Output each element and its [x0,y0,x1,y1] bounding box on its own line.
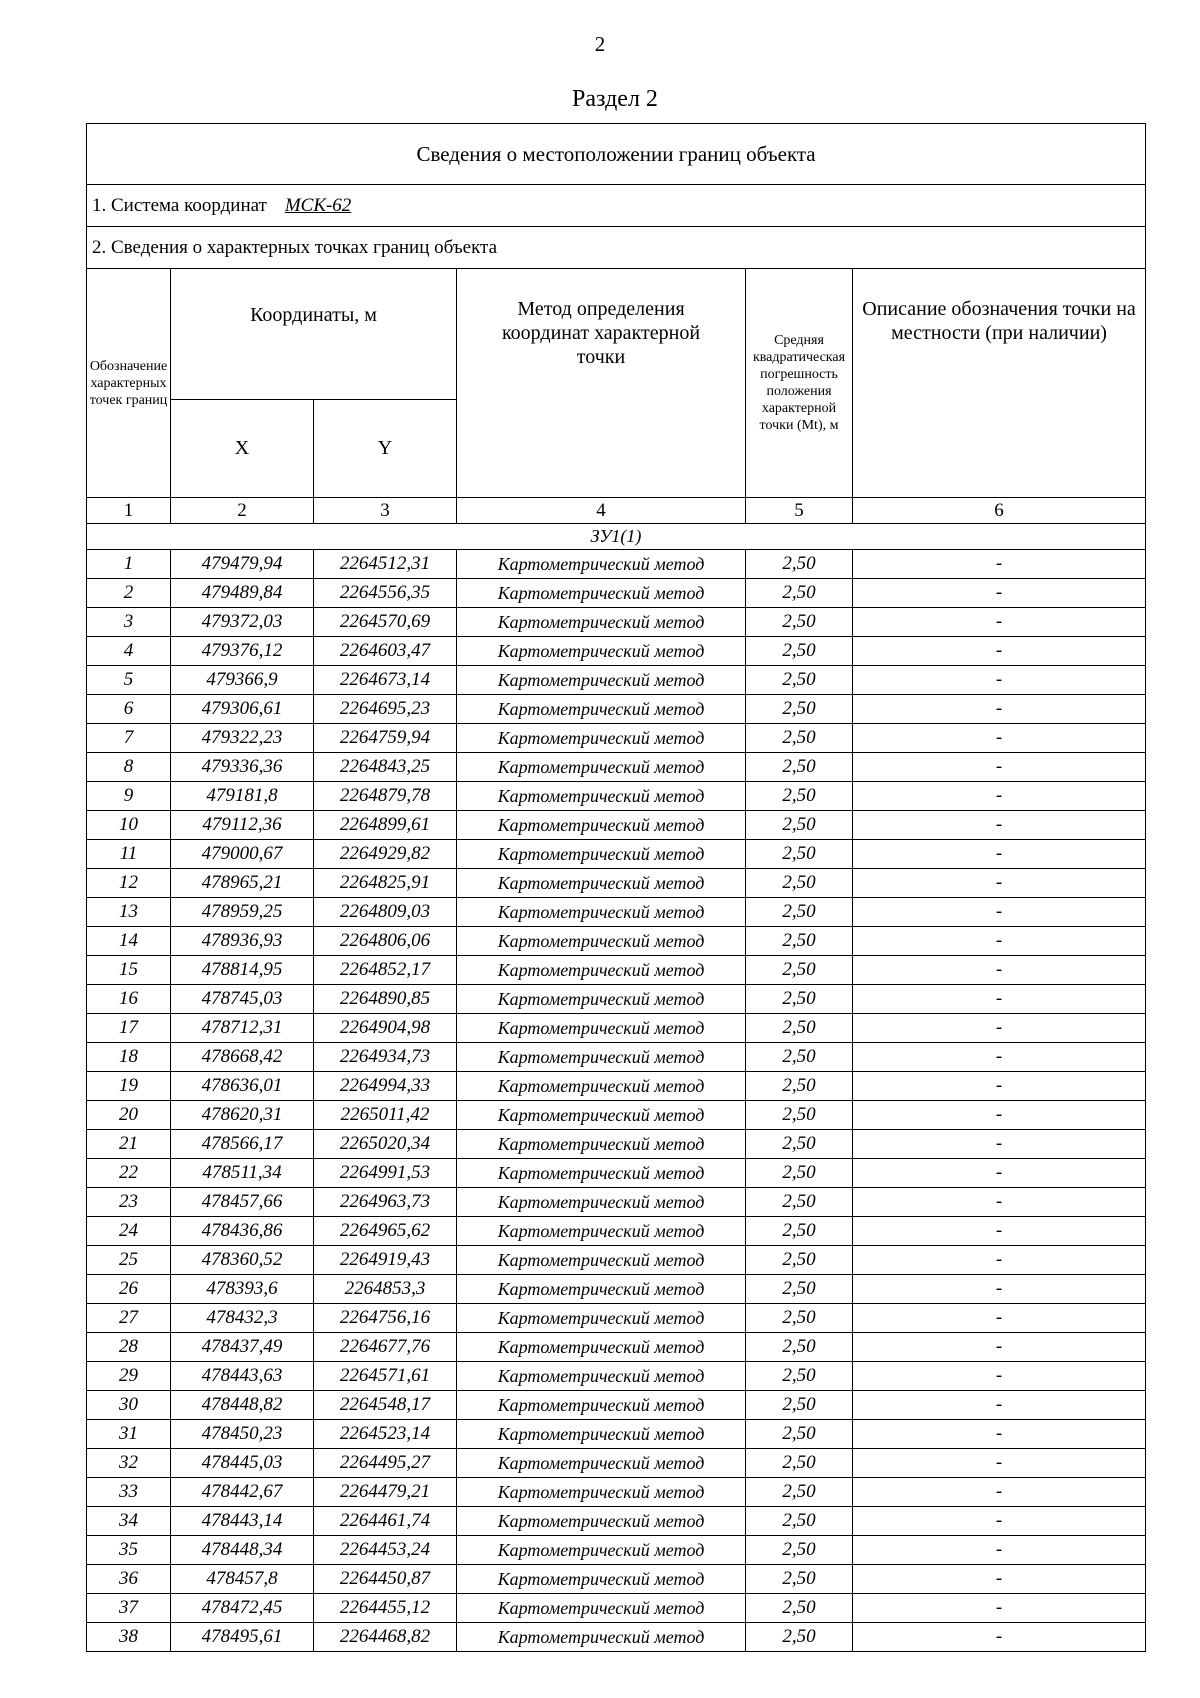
accuracy-cell: 2,50 [746,1043,853,1072]
accuracy-cell: 2,50 [746,898,853,927]
accuracy-cell: 2,50 [746,1014,853,1043]
page-number: 2 [594,32,606,56]
coordinate-y: 2264677,76 [314,1333,457,1362]
coordinate-system-value: МСК-62 [284,194,352,216]
column-number: 1 [87,498,171,524]
coordinate-x: 478620,31 [171,1101,314,1130]
coordinate-y: 2264479,21 [314,1478,457,1507]
accuracy-cell: 2,50 [746,1304,853,1333]
point-number: 10 [87,811,171,840]
description-cell: - [853,1478,1146,1507]
accuracy-cell: 2,50 [746,637,853,666]
coordinate-x: 478668,42 [171,1043,314,1072]
header-y: Y [314,400,457,498]
description-cell: - [853,782,1146,811]
accuracy-cell: 2,50 [746,1333,853,1362]
method-cell: Картометрический метод [457,840,746,869]
header-description: Описание обозначения точки на местности (при наличии) [853,269,1146,498]
table-row [87,811,1146,840]
coordinate-x: 478445,03 [171,1449,314,1478]
accuracy-cell: 2,50 [746,608,853,637]
point-number: 17 [87,1014,171,1043]
description-cell: - [853,1246,1146,1275]
point-number: 20 [87,1101,171,1130]
description-cell: - [853,637,1146,666]
coordinate-x: 478936,93 [171,927,314,956]
coordinate-y: 2264756,16 [314,1304,457,1333]
point-number: 11 [87,840,171,869]
point-number: 12 [87,869,171,898]
accuracy-cell: 2,50 [746,1391,853,1420]
method-cell: Картометрический метод [457,1507,746,1536]
coordinate-y: 2264523,14 [314,1420,457,1449]
description-cell: - [853,927,1146,956]
coordinate-x: 479000,67 [171,840,314,869]
point-number: 3 [87,608,171,637]
accuracy-cell: 2,50 [746,1072,853,1101]
table-row [87,1623,1146,1652]
description-cell: - [853,1217,1146,1246]
coordinate-x: 479181,8 [171,782,314,811]
coordinate-x: 479112,36 [171,811,314,840]
description-cell: - [853,1101,1146,1130]
table-row [87,840,1146,869]
accuracy-cell: 2,50 [746,1101,853,1130]
method-cell: Картометрический метод [457,1536,746,1565]
method-cell: Картометрический метод [457,898,746,927]
method-cell: Картометрический метод [457,1188,746,1217]
column-number: 5 [746,498,853,524]
table-row [87,956,1146,985]
coordinate-x: 478442,67 [171,1478,314,1507]
coordinate-x: 478443,63 [171,1362,314,1391]
accuracy-cell: 2,50 [746,1623,853,1652]
point-number: 13 [87,898,171,927]
accuracy-cell: 2,50 [746,1188,853,1217]
accuracy-cell: 2,50 [746,782,853,811]
accuracy-cell: 2,50 [746,811,853,840]
accuracy-cell: 2,50 [746,1507,853,1536]
coordinate-x: 479366,9 [171,666,314,695]
coordinate-x: 478448,34 [171,1536,314,1565]
coordinate-y: 2264994,33 [314,1072,457,1101]
coordinate-x: 478495,61 [171,1623,314,1652]
accuracy-cell: 2,50 [746,1159,853,1188]
point-number: 29 [87,1362,171,1391]
accuracy-cell: 2,50 [746,927,853,956]
point-number: 37 [87,1594,171,1623]
accuracy-cell: 2,50 [746,840,853,869]
point-number: 8 [87,753,171,782]
method-cell: Картометрический метод [457,1072,746,1101]
point-number: 19 [87,1072,171,1101]
method-cell: Картометрический метод [457,956,746,985]
table-row [87,1420,1146,1449]
table-row [87,1333,1146,1362]
column-number: 4 [457,498,746,524]
description-cell: - [853,550,1146,579]
description-cell: - [853,985,1146,1014]
point-number: 23 [87,1188,171,1217]
method-cell: Картометрический метод [457,1130,746,1159]
method-cell: Картометрический метод [457,811,746,840]
coordinate-x: 478814,95 [171,956,314,985]
description-cell: - [853,1391,1146,1420]
description-cell: - [853,840,1146,869]
description-cell: - [853,666,1146,695]
point-number: 31 [87,1420,171,1449]
coordinate-x: 478393,6 [171,1275,314,1304]
table-row [87,1449,1146,1478]
coordinate-y: 2264919,43 [314,1246,457,1275]
method-cell: Картометрический метод [457,1449,746,1478]
coordinate-x: 478636,01 [171,1072,314,1101]
coordinate-y: 2264461,74 [314,1507,457,1536]
table-row [87,1304,1146,1333]
coordinate-x: 479479,94 [171,550,314,579]
method-cell: Картометрический метод [457,1014,746,1043]
accuracy-cell: 2,50 [746,666,853,695]
method-cell: Картометрический метод [457,1478,746,1507]
coordinate-y: 2264453,24 [314,1536,457,1565]
point-number: 36 [87,1565,171,1594]
accuracy-cell: 2,50 [746,985,853,1014]
method-cell: Картометрический метод [457,927,746,956]
accuracy-cell: 2,50 [746,1536,853,1565]
coordinate-y: 2264965,62 [314,1217,457,1246]
point-number: 30 [87,1391,171,1420]
point-number: 25 [87,1246,171,1275]
coordinate-y: 2264825,91 [314,869,457,898]
coordinate-x: 479372,03 [171,608,314,637]
method-cell: Картометрический метод [457,1159,746,1188]
method-cell: Картометрический метод [457,1101,746,1130]
description-cell: - [853,956,1146,985]
accuracy-cell: 2,50 [746,550,853,579]
accuracy-cell: 2,50 [746,1246,853,1275]
accuracy-cell: 2,50 [746,1478,853,1507]
coordinate-y: 2264852,17 [314,956,457,985]
coordinate-x: 478443,14 [171,1507,314,1536]
table-row [87,1130,1146,1159]
accuracy-cell: 2,50 [746,579,853,608]
point-number: 34 [87,1507,171,1536]
column-number: 6 [853,498,1146,524]
coordinate-y: 2264571,61 [314,1362,457,1391]
coordinate-y: 2264455,12 [314,1594,457,1623]
coordinate-x: 479336,36 [171,753,314,782]
method-cell: Картометрический метод [457,1304,746,1333]
coordinate-x: 478450,23 [171,1420,314,1449]
table-row [87,695,1146,724]
method-cell: Картометрический метод [457,550,746,579]
method-cell: Картометрический метод [457,579,746,608]
coordinate-y: 2264963,73 [314,1188,457,1217]
point-number: 33 [87,1478,171,1507]
column-number: 3 [314,498,457,524]
coordinate-x: 478457,8 [171,1565,314,1594]
accuracy-cell: 2,50 [746,1362,853,1391]
description-cell: - [853,1536,1146,1565]
header-coordinates: Координаты, м [171,269,457,400]
description-cell: - [853,608,1146,637]
table-row [87,724,1146,753]
table-row [87,1217,1146,1246]
accuracy-cell: 2,50 [746,1275,853,1304]
table-row [87,1565,1146,1594]
coordinate-y: 2264890,85 [314,985,457,1014]
accuracy-cell: 2,50 [746,724,853,753]
table-row [87,1594,1146,1623]
method-cell: Картометрический метод [457,1333,746,1362]
description-cell: - [853,1565,1146,1594]
coordinate-y: 2264556,35 [314,579,457,608]
method-cell: Картометрический метод [457,985,746,1014]
header-x: X [171,400,314,498]
coordinate-system-label: 1. Система координат [92,194,267,216]
coordinate-x: 478959,25 [171,898,314,927]
header-accuracy: Средняя квадратическая погрешность положения характерной точки (Мt), м [746,269,853,498]
table-row [87,1246,1146,1275]
coordinate-y: 2264929,82 [314,840,457,869]
coordinate-y: 2264695,23 [314,695,457,724]
description-cell: - [853,898,1146,927]
accuracy-cell: 2,50 [746,1594,853,1623]
coordinate-y: 2265011,42 [314,1101,457,1130]
description-cell: - [853,811,1146,840]
description-cell: - [853,1594,1146,1623]
method-cell: Картометрический метод [457,869,746,898]
column-number-row [87,498,1146,524]
point-number: 18 [87,1043,171,1072]
table-row [87,1478,1146,1507]
method-cell: Картометрический метод [457,1594,746,1623]
column-number: 2 [171,498,314,524]
table-row [87,1043,1146,1072]
accuracy-cell: 2,50 [746,1420,853,1449]
table-row [87,985,1146,1014]
point-number: 24 [87,1217,171,1246]
table-row [87,1507,1146,1536]
coordinate-y: 2264603,47 [314,637,457,666]
accuracy-cell: 2,50 [746,1449,853,1478]
description-cell: - [853,869,1146,898]
header-method: Метод определения координат характерной точки [457,269,746,498]
point-number: 22 [87,1159,171,1188]
method-cell: Картометрический метод [457,724,746,753]
point-number: 35 [87,1536,171,1565]
description-cell: - [853,1159,1146,1188]
accuracy-cell: 2,50 [746,695,853,724]
coordinate-x: 478745,03 [171,985,314,1014]
zone-label: ЗУ1(1) [87,524,1146,550]
table-row [87,1072,1146,1101]
table-row [87,927,1146,956]
table-row [87,1188,1146,1217]
method-cell: Картометрический метод [457,1217,746,1246]
method-cell: Картометрический метод [457,1043,746,1072]
table-row [87,1391,1146,1420]
method-cell: Картометрический метод [457,782,746,811]
method-cell: Картометрический метод [457,1623,746,1652]
coordinate-y: 2264548,17 [314,1391,457,1420]
coordinate-y: 2264879,78 [314,782,457,811]
point-number: 14 [87,927,171,956]
point-number: 26 [87,1275,171,1304]
coordinate-y: 2264899,61 [314,811,457,840]
accuracy-cell: 2,50 [746,1217,853,1246]
accuracy-cell: 2,50 [746,1565,853,1594]
description-cell: - [853,1362,1146,1391]
description-cell: - [853,1043,1146,1072]
accuracy-cell: 2,50 [746,1130,853,1159]
coordinate-y: 2264843,25 [314,753,457,782]
table-row [87,782,1146,811]
point-number: 27 [87,1304,171,1333]
coordinate-y: 2264468,82 [314,1623,457,1652]
description-cell: - [853,1130,1146,1159]
table-row [87,753,1146,782]
table-row [87,1159,1146,1188]
header-point-designation: Обозначение характерных точек границ [87,269,171,498]
coordinate-y: 2264904,98 [314,1014,457,1043]
coordinate-x: 478436,86 [171,1217,314,1246]
point-number: 5 [87,666,171,695]
accuracy-cell: 2,50 [746,869,853,898]
table-row [87,550,1146,579]
description-cell: - [853,695,1146,724]
coordinate-x: 478437,49 [171,1333,314,1362]
table-row [87,1014,1146,1043]
coordinate-x: 479489,84 [171,579,314,608]
description-cell: - [853,1188,1146,1217]
coordinate-y: 2264806,06 [314,927,457,956]
method-cell: Картометрический метод [457,753,746,782]
table-row [87,579,1146,608]
coordinate-y: 2264450,87 [314,1565,457,1594]
method-cell: Картометрический метод [457,666,746,695]
description-cell: - [853,1449,1146,1478]
section-title: Раздел 2 [572,86,658,112]
point-number: 28 [87,1333,171,1362]
method-cell: Картометрический метод [457,695,746,724]
description-cell: - [853,724,1146,753]
table-row [87,608,1146,637]
coordinate-x: 478432,3 [171,1304,314,1333]
coordinate-y: 2264673,14 [314,666,457,695]
table-row [87,898,1146,927]
coordinate-x: 479376,12 [171,637,314,666]
table-row [87,1362,1146,1391]
coordinate-y: 2264853,3 [314,1275,457,1304]
description-cell: - [853,1420,1146,1449]
coordinate-x: 478448,82 [171,1391,314,1420]
coordinate-y: 2264495,27 [314,1449,457,1478]
coordinate-y: 2264809,03 [314,898,457,927]
points-section-label: 2. Сведения о характерных точках границ объекта [87,227,1146,269]
table-row [87,1275,1146,1304]
description-cell: - [853,1333,1146,1362]
table-title: Сведения о местоположении границ объекта [87,124,1146,185]
table-row [87,1536,1146,1565]
method-cell: Картометрический метод [457,1391,746,1420]
coordinate-x: 478360,52 [171,1246,314,1275]
coordinate-y: 2265020,34 [314,1130,457,1159]
description-cell: - [853,753,1146,782]
method-cell: Картометрический метод [457,637,746,666]
coordinate-x: 478965,21 [171,869,314,898]
method-cell: Картометрический метод [457,608,746,637]
point-number: 1 [87,550,171,579]
table-row [87,637,1146,666]
point-number: 6 [87,695,171,724]
coordinate-x: 478457,66 [171,1188,314,1217]
coordinate-system-line [87,185,1146,227]
point-number: 21 [87,1130,171,1159]
description-cell: - [853,1623,1146,1652]
method-cell: Картометрический метод [457,1362,746,1391]
coordinate-x: 478472,45 [171,1594,314,1623]
point-number: 7 [87,724,171,753]
coordinate-x: 479306,61 [171,695,314,724]
method-cell: Картометрический метод [457,1246,746,1275]
point-number: 38 [87,1623,171,1652]
table-row [87,666,1146,695]
method-cell: Картометрический метод [457,1275,746,1304]
point-number: 4 [87,637,171,666]
coordinate-y: 2264759,94 [314,724,457,753]
table-row [87,1101,1146,1130]
coordinate-x: 478511,34 [171,1159,314,1188]
point-number: 2 [87,579,171,608]
accuracy-cell: 2,50 [746,956,853,985]
coordinate-y: 2264934,73 [314,1043,457,1072]
coordinate-x: 478712,31 [171,1014,314,1043]
point-number: 16 [87,985,171,1014]
point-number: 15 [87,956,171,985]
coordinate-x: 479322,23 [171,724,314,753]
coordinate-x: 478566,17 [171,1130,314,1159]
description-cell: - [853,1014,1146,1043]
description-cell: - [853,579,1146,608]
description-cell: - [853,1507,1146,1536]
description-cell: - [853,1275,1146,1304]
description-cell: - [853,1304,1146,1333]
method-cell: Картометрический метод [457,1565,746,1594]
boundary-points-table [86,123,1146,1652]
coordinate-y: 2264570,69 [314,608,457,637]
point-number: 32 [87,1449,171,1478]
coordinate-y: 2264512,31 [314,550,457,579]
table-row [87,869,1146,898]
coordinate-y: 2264991,53 [314,1159,457,1188]
description-cell: - [853,1072,1146,1101]
point-number: 9 [87,782,171,811]
accuracy-cell: 2,50 [746,753,853,782]
method-cell: Картометрический метод [457,1420,746,1449]
